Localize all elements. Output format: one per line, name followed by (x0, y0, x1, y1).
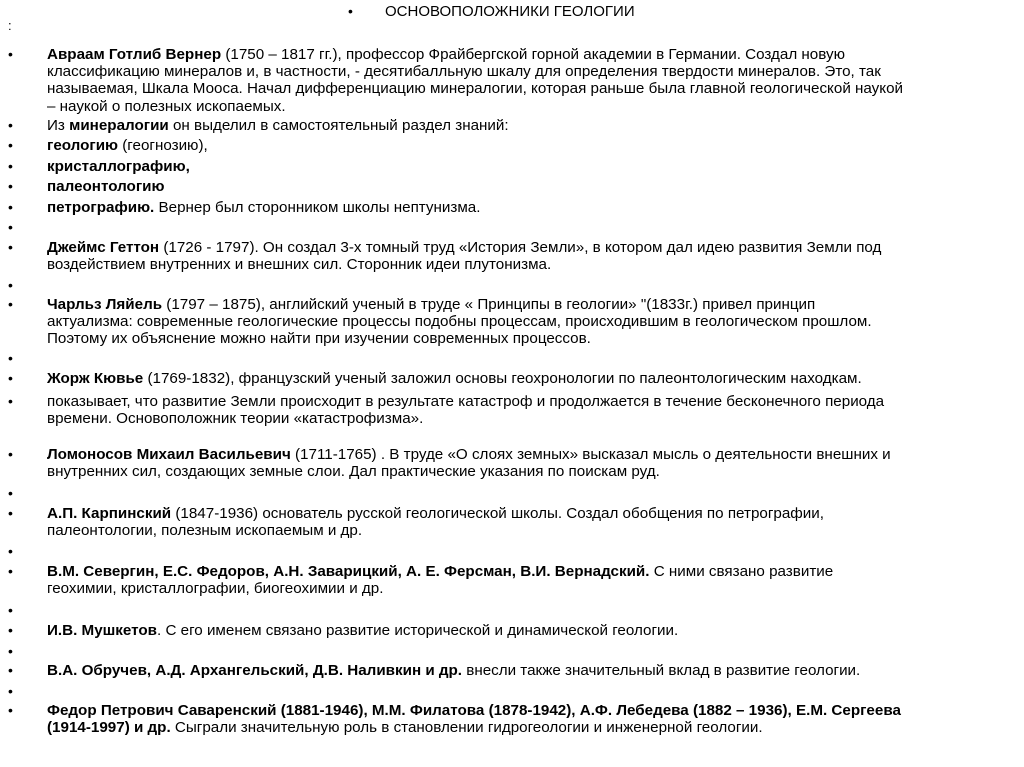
severgin-line-2: геохимии, кристаллографии, биогеохимии и др. (47, 580, 384, 598)
page-title: ОСНОВОПОЛОЖНИКИ ГЕОЛОГИИ (385, 3, 635, 20)
catastrophe-line-2: времени. Основоположник теории «катастрофизма». (47, 410, 424, 428)
bullet: • (8, 199, 13, 215)
bullet: • (8, 296, 13, 312)
bullet: • (8, 563, 13, 579)
bullet: • (8, 702, 13, 718)
lyell-line-1: (1797 – 1875), английский ученый в труде « Принципы в геологии» "(1833г.) привел принцип (162, 296, 816, 313)
obruchev-text (47, 662, 1019, 679)
mushketov-line-1: . С его именем связано развитие исторической и динамической геологии. (157, 622, 679, 639)
lomonosov-line-2: внутренних сил, создающих земные слои. Дал практические указания по поискам руд. (47, 463, 660, 481)
werner-name: Авраам Готлиб Вернер (47, 46, 222, 63)
severgin-text (47, 563, 1019, 597)
hutton-name: Джеймс Геттон (47, 239, 160, 256)
bullet: • (8, 393, 13, 409)
lyell-text (47, 296, 1019, 348)
karpinsky-line-2: палеонтологии, полезным ископаемым и др. (47, 522, 363, 540)
bullet: • (8, 350, 13, 366)
savarensky-text (47, 702, 1019, 736)
werner-line-3: называемая, Шкала Мооса. Начал дифференциацию минералогии, которая раньше была главной геологической наукой (47, 80, 904, 98)
crystal-term: кристаллографию, (47, 158, 190, 175)
bullet: • (8, 178, 13, 194)
catastrophe-line-1: показывает, что развитие Земли происходит в результате катастроф и продолжается в течение бесконечного периода (47, 393, 885, 410)
bullet: • (8, 543, 13, 559)
cuvier-line-1: (1769-1832), французский ученый заложил основы геохронологии по палеонтологическим находкам. (143, 370, 862, 387)
petro-post: Вернер был сторонником школы нептунизма. (154, 199, 481, 216)
karpinsky-name: А.П. Карпинский (47, 505, 172, 522)
title-row (0, 3, 1024, 23)
mineralogy-text (47, 117, 1019, 134)
bullet: • (8, 602, 13, 618)
geology-text (47, 137, 1019, 154)
karpinsky-text (47, 505, 1019, 539)
werner-text (47, 46, 1019, 115)
bullet: • (8, 158, 13, 174)
bullet: • (8, 446, 13, 462)
bullet: • (8, 46, 13, 62)
bullet: • (8, 662, 13, 678)
geology-term: геологию (47, 137, 119, 154)
lyell-line-3: Поэтому их объяснение можно найти при изучении современных процессов. (47, 330, 591, 348)
catastrophe-text (47, 393, 1019, 427)
werner-line-2: классификацию минералов и, в частности, - десятибалльную шкалу для определения твердости минералов. Это, так (47, 63, 881, 81)
karpinsky-line-1: (1847-1936) основатель русской геологической школы. Создал обобщения по петрографии, (171, 505, 824, 522)
severgin-line-1: С ними связано развитие (649, 563, 834, 580)
obruchev-names: В.А. Обручев, А.Д. Архангельский, Д.В. Наливкин и др. (47, 662, 463, 679)
title-bullet: • (348, 3, 353, 19)
petro-text (47, 199, 1019, 216)
cuvier-text (47, 370, 1019, 387)
mineralogy-pre: Из (47, 117, 70, 134)
hutton-line-2: воздействием внутренних и внешних сил. Сторонник идеи плутонизма. (47, 256, 552, 274)
bullet: • (8, 622, 13, 638)
savarensky-names-1: Федор Петрович Саваренский (1881-1946), М.М. Филатова (1878-1942), А.Ф. Лебедева (1882 – 1936), Е.М. Сергеева (47, 702, 901, 719)
bullet: • (8, 219, 13, 235)
bullet: • (8, 505, 13, 521)
mineralogy-post: он выделил в самостоятельный раздел знаний: (168, 117, 509, 134)
lyell-line-2: актуализма: современные геологические процессы подобны процессам, происходившим в геологическом прошлом. (47, 313, 872, 331)
colon-mark-text: : (8, 18, 12, 33)
mineralogy-term: минералогии (69, 117, 169, 134)
obruchev-line-1: внесли также значительный вклад в развитие геологии. (462, 662, 861, 679)
paleo-text (47, 178, 1019, 195)
paleo-term: палеонтологию (47, 178, 165, 195)
geology-post: (геогнозию), (118, 137, 208, 154)
colon-mark (8, 19, 12, 32)
mushketov-name: И.В. Мушкетов (47, 622, 157, 639)
hutton-line-1: (1726 - 1797). Он создал 3-х томный труд «История Земли», в котором дал идею развития Земли под (159, 239, 882, 256)
petro-term: петрографию. (47, 199, 155, 216)
bullet: • (8, 683, 13, 699)
savarensky-names-2: (1914-1997) и др. (47, 719, 171, 737)
severgin-names: В.М. Севергин, Е.С. Федоров, А.Н. Заварицкий, А. Е. Ферсман, В.И. Вернадский. (47, 563, 650, 580)
bullet: • (8, 117, 13, 133)
lomonosov-line-1: (1711-1765) . В труде «О слоях земных» высказал мысль о деятельности внешних и (290, 446, 891, 463)
werner-line-4: – наукой о полезных ископаемых. (47, 97, 286, 115)
hutton-text (47, 239, 1019, 273)
bullet: • (8, 239, 13, 255)
mushketov-text (47, 622, 1019, 639)
savarensky-line-2: Сыграли значительную роль в становлении гидрогеологии и инженерной геологии. (170, 719, 763, 737)
bullet: • (8, 643, 13, 659)
bullet: • (8, 277, 13, 293)
bullet: • (8, 370, 13, 386)
bullet: • (8, 485, 13, 501)
lyell-name: Чарльз Ляйель (47, 296, 163, 313)
cuvier-name: Жорж Кювье (47, 370, 144, 387)
lomonosov-text (47, 446, 1019, 480)
werner-line-1: (1750 – 1817 гг.), профессор Фрайбергской горной академии в Германии. Создал новую (221, 46, 845, 63)
lomonosov-name: Ломоносов Михаил Васильевич (47, 446, 291, 463)
bullet: • (8, 137, 13, 153)
crystal-text (47, 158, 1019, 175)
